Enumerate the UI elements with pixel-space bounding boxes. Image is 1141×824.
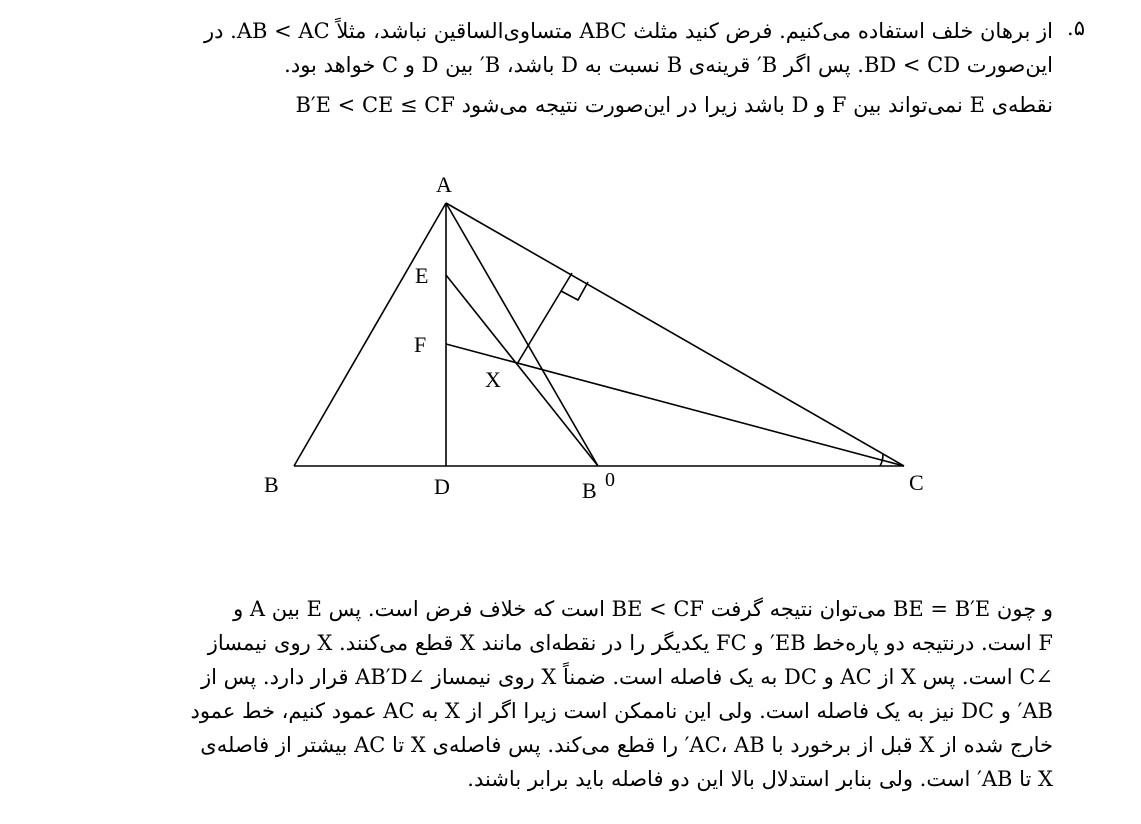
text-line: این‌صورت BD < CD. پس اگر B′ قرینه‌ی B نسبت به D باشد، B′ بین D و C خواهد بود. xyxy=(284,53,1053,77)
proof-paragraph xyxy=(73,592,1053,796)
label-X: X xyxy=(485,367,501,392)
segment-AC xyxy=(446,203,904,466)
point-labels xyxy=(264,172,924,503)
label-F: F xyxy=(414,332,427,357)
text-line: F است. درنتیجه دو پاره‌خط EB′ و FC یکدیگر را در نقطه‌ای مانند X قطع می‌کنند. X روی نیمساز xyxy=(207,631,1053,655)
perpendicular-X-to-AC xyxy=(517,273,572,364)
label-D: D xyxy=(434,474,450,499)
text-line: و چون BE = B′E می‌توان نتیجه گرفت BE < CF است که خلاف فرض است. پس E بین A و xyxy=(233,597,1053,621)
label-B-prime: B xyxy=(582,478,597,503)
segment-EB-prime xyxy=(446,275,598,466)
text-line: نقطه‌ی E نمی‌تواند بین F و D باشد زیرا در این‌صورت نتیجه می‌شود B′E < CE ≤ CF xyxy=(295,93,1053,117)
text-line: از برهان خلف استفاده می‌کنیم. فرض کنید مثلث ABC متساوی‌الساقین نباشد، مثلاً AB < AC. در xyxy=(204,19,1053,43)
text-line: X تا AB′ است. ولی بنابر استدلال بالا این دو فاصله باید برابر باشند. xyxy=(467,767,1053,791)
problem-number: ۵. xyxy=(1067,16,1085,40)
text-line: ∠C است. پس X از AC و DC به یک فاصله است. ضمناً X روی نیمساز ∠AB′D قرار دارد. پس از xyxy=(200,665,1053,689)
text-line: AB′ و DC نیز به یک فاصله است. ولی این ناممکن است زیرا اگر از X به AC عمود کنیم، خط عمود xyxy=(190,699,1053,723)
segment-AB-prime xyxy=(446,203,598,466)
text-line: خارج شده از X قبل از برخورد با AC، AB′ را قطع می‌کند. پس فاصله‌ی X تا AC بیشتر از فاصله‌ی xyxy=(200,733,1053,757)
label-A: A xyxy=(436,172,452,197)
label-E: E xyxy=(415,263,429,288)
label-prime-mark: 0 xyxy=(605,469,615,491)
figure-lines xyxy=(294,203,904,466)
label-C: C xyxy=(909,470,924,495)
segment-FC xyxy=(446,344,904,466)
label-B: B xyxy=(264,472,279,497)
